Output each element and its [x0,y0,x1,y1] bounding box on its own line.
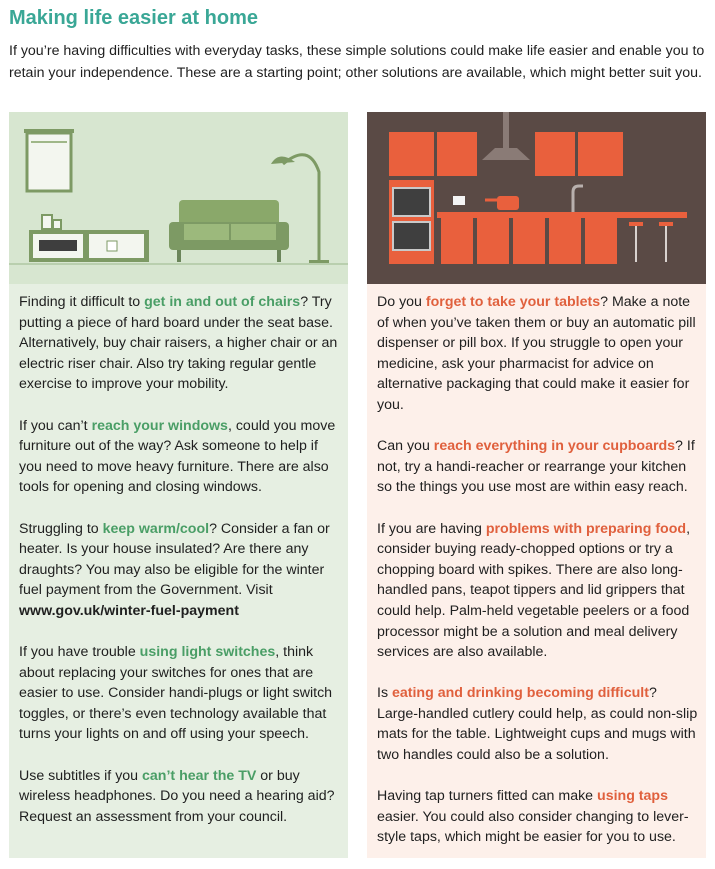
picture-frame [42,215,52,229]
highlight-hear-tv: can’t hear the TV [142,767,257,784]
highlight-warm: keep warm [102,520,176,537]
highlight-cool: cool [179,520,210,537]
right-column [367,112,706,858]
taps-paragraph: Having tap turners fitted can make using taps easier. You could also consider changing to lever-style taps, which might be easier for you to use. [377,788,689,846]
left-text-body [19,292,341,848]
highlight-preparing-food: problems with preparing food [485,520,687,537]
tablets-paragraph: Do you forget to take your tablets? Make a note of when you’ve taken them or buy an automatic pill dispenser or pill box. If you struggle to open your medicine, ask your pharmacist for advice on alternative packaging that could make it easier for you. [377,294,696,413]
food-paragraph: If you are having problems with preparing food, consider buying ready-chopped options or try a chopping board with spikes. There are also long-handled pans, teapot tippers and lid grippers that could help. Palm-held vegetable peelers or a food processor might be a solution and meal delivery services are also available. [377,520,691,661]
worktop [437,212,687,218]
highlight-light-switches: using light switches [139,644,276,661]
highlight-windows: reach your windows [91,417,228,434]
extractor-hood [503,112,509,150]
eating-paragraph: Is eating and drinking becoming difficult? Large-handled cutlery could help, as could non-slip mats for the table. Lightweight cups and mugs with two handles could also be a solution. [377,685,698,764]
set-top-box [39,240,77,251]
light-switch-paragraph: If you have trouble using light switches, think about replacing your switches for ones that are easier to use. Consider handi-plugs or light switch toggles, or there’s even technology available that turns your lights on and off using your speech. [19,644,333,743]
left-column [9,112,348,858]
highlight-eating-drinking: eating and drinking becoming difficult [391,685,649,702]
wall-socket [453,196,465,205]
wall-cupboard-right [535,132,575,176]
kitchen-illustration [367,112,706,284]
plug-socket [107,241,117,251]
chairs-paragraph: Finding it difficult to get in and out of chairs? Try putting a piece of hard board under the seat base. Alternatively, buy chair raisers, a higher chair or an electric riser chair. Also try taking regular gentle exercise to improve your mobility. [19,294,338,393]
page-title: Making life easier at home [9,7,258,29]
highlight-chairs: get in and out of chairs [144,294,301,310]
wall-cupboard-left [389,132,434,176]
winter-fuel-link[interactable]: www.gov.uk/winter-fuel-payment [19,602,239,619]
living-room-illustration [9,112,348,284]
tv-paragraph: Use subtitles if you can’t hear the TV or buy wireless headphones. Do you need a hearing aid? Request an assessment from your council. [19,767,335,825]
highlight-cupboards: reach everything in your cupboards [433,438,676,455]
highlight-tablets: forget to take your tablets [425,294,601,310]
windows-paragraph: If you can’t reach your windows, could you move furniture out of the way? Ask someone to help if you need to move heavy furniture. There are also tools for opening and closing windows. [19,417,336,496]
oven [393,188,430,216]
pan [497,196,519,210]
warmth-paragraph: Struggling to keep warm/cool? Consider a fan or heater. Is your house insulated? Are there any draughts? You may also be eligible for the winter fuel payment from the Government. Visit www.gov.uk/winter-fuel-payment [19,520,330,619]
highlight-using-taps: using taps [597,788,668,805]
cupboards-paragraph: Can you reach everything in your cupboards? If not, try a handi-reacher or rearrange your kitchen so the things you use most are within easy reach. [377,438,695,496]
bar-stool [629,222,643,226]
intro-paragraph: If you’re having difficulties with everyday tasks, these simple solutions could make life easier and enable you to retain your independence. These are a starting point; other solutions are available, which might better suit you. [9,43,705,81]
kitchen-tap [573,186,583,212]
right-text-body [377,292,699,869]
base-cupboard [441,218,473,264]
